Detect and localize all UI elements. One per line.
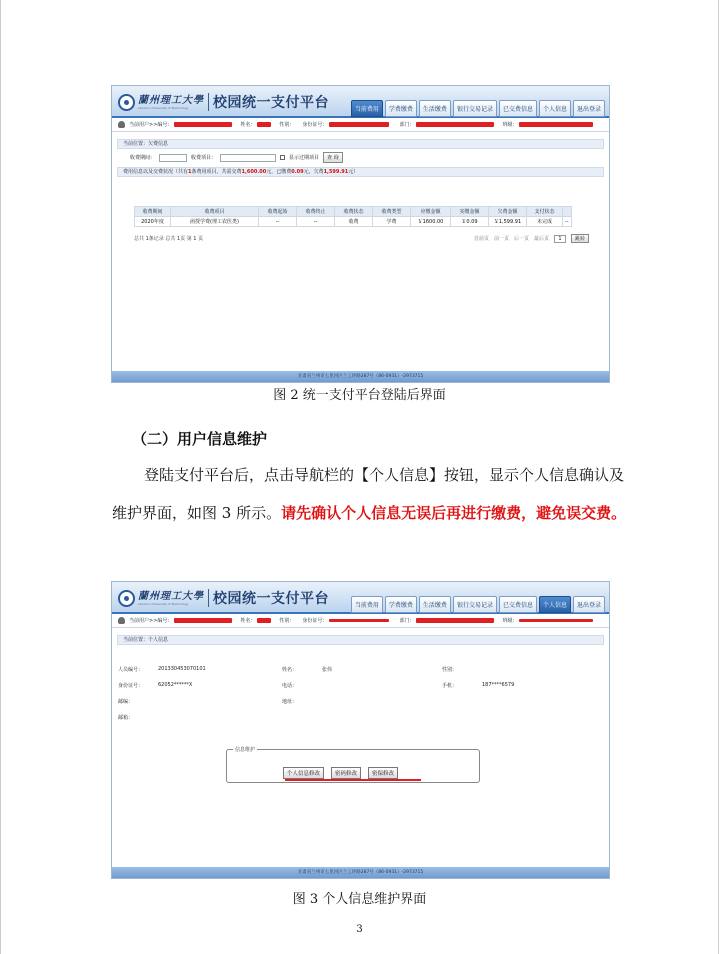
table-header-row: [135, 207, 572, 217]
location-bar: 当前位置：个人信息: [117, 635, 604, 645]
paragraph-warning: 请先确认个人信息无误后再进行缴费，避免误交费。: [281, 504, 627, 522]
info-maintenance-group: [226, 749, 480, 783]
pager-info: 总共 1条记录 总共 1页 第 1 页: [134, 236, 204, 242]
gender-label: 性别：: [442, 667, 458, 673]
table-cell: 未完成: [527, 217, 563, 227]
phone-label: 电话：: [282, 683, 298, 689]
tab-bank-records[interactable]: 银行交易记录: [453, 596, 497, 613]
item-input[interactable]: [220, 154, 276, 162]
period-label: 收费期间：: [130, 155, 156, 161]
table-cell: --: [259, 217, 297, 227]
first-page-link[interactable]: 首前页: [473, 236, 489, 242]
table-row: [135, 217, 572, 227]
pager-links: [474, 234, 589, 243]
edit-profile-button[interactable]: 个人信息修改: [283, 767, 324, 779]
id-label: 身份证号：: [118, 683, 144, 689]
table-cell: ￥1600.00: [411, 217, 451, 227]
summary-count: 1: [188, 169, 192, 175]
address-label: 地址：: [282, 699, 298, 705]
tab-paid-info[interactable]: 已交费信息: [499, 596, 537, 613]
tab-personal-info[interactable]: 个人信息: [539, 596, 571, 613]
class-label: 班级：: [502, 122, 518, 128]
summary-text: 条费用项目，共需交费: [191, 169, 242, 175]
logo-text: 蘭州理工大學: [138, 590, 204, 602]
info-row: [118, 682, 598, 698]
name-label: 姓名：: [240, 618, 256, 624]
summary-text: 元）: [348, 169, 359, 175]
university-seal-icon: [118, 94, 135, 111]
info-row: [118, 698, 598, 714]
table-cell: --: [297, 217, 335, 227]
change-password-button[interactable]: 密码修改: [331, 767, 361, 779]
redacted-id: [174, 618, 232, 623]
summary-text: 元，欠费: [303, 169, 324, 175]
redacted-class: [519, 122, 593, 127]
redacted-id: [174, 122, 232, 127]
table-cell: 学费: [373, 217, 411, 227]
dept-label: 部门：: [399, 618, 415, 624]
query-button[interactable]: 查 询: [323, 152, 343, 163]
table-header: 欠费金额: [489, 207, 527, 217]
info-row: [118, 666, 598, 682]
query-row: [112, 149, 609, 163]
dept-label: 部门：: [399, 122, 415, 128]
user-prefix: 当前用户>>编号：: [129, 122, 173, 128]
summary-text: 费用信息以及交费状况（共有: [123, 169, 189, 175]
show-expired-checkbox[interactable]: [280, 155, 285, 160]
redacted-dept: [416, 618, 494, 623]
logo-subtext: Lanzhou University of Technology: [138, 601, 189, 606]
tab-tuition[interactable]: 学费缴费: [385, 100, 417, 117]
logo-subtext: Lanzhou University of Technology: [138, 105, 189, 110]
nav-bar: [351, 596, 605, 613]
last-page-link[interactable]: 最后页: [533, 236, 549, 242]
redacted-idcard: [329, 619, 389, 622]
name-label: 姓名：: [240, 122, 256, 128]
logo: [118, 588, 329, 608]
paragraph-text: 登陆支付平台后，点击导航栏的【个人信息】按钮，显示个人信息确认及维护界面，如图 3 所示。: [112, 466, 625, 522]
table-cell: ￥1,599.91: [489, 217, 527, 227]
table-header: [563, 207, 572, 217]
banner: [112, 582, 609, 614]
university-seal-icon: [118, 590, 135, 607]
user-bar: [112, 614, 609, 628]
redacted-dept: [416, 122, 494, 127]
table-header: 收费项目: [171, 207, 259, 217]
page-input[interactable]: 1: [554, 235, 566, 243]
platform-title: 校园统一支付平台: [213, 591, 329, 607]
staff-no-value: 201330453070101: [158, 666, 206, 672]
table-cell: --: [563, 217, 572, 227]
footer: 甘肃省兰州市七里河区兰工坪路287号（86-0931）-2973715: [112, 371, 609, 382]
postcode-label: 邮编：: [118, 699, 134, 705]
show-expired-label: 显示过期项目: [289, 155, 320, 161]
redacted-class: [519, 619, 593, 622]
redacted-name: [257, 618, 271, 623]
tab-logout[interactable]: 退出登录: [573, 596, 605, 613]
summary-paid: 0.09: [291, 169, 304, 175]
logo: [118, 92, 329, 112]
summary-owed: 1,599.91: [323, 169, 349, 175]
personal-info-panel: [118, 666, 598, 730]
table-cell: 函授学费(理工农医类): [171, 217, 259, 227]
user-icon: [118, 617, 125, 624]
id-label: 身份证号：: [302, 618, 328, 624]
section-heading: （二）用户信息维护: [132, 430, 268, 448]
tab-personal-info[interactable]: 个人信息: [539, 100, 571, 117]
table-header: 收费期间: [135, 207, 171, 217]
maintenance-buttons: [283, 767, 398, 779]
fee-table: [134, 206, 572, 227]
table-cell: 2020年度: [135, 217, 171, 227]
tab-current-fees[interactable]: 当前费用: [351, 596, 383, 613]
tab-bank-records[interactable]: 银行交易记录: [453, 100, 497, 117]
banner: [112, 86, 609, 118]
table-cell: ￥0.09: [451, 217, 489, 227]
nav-bar: [351, 100, 605, 117]
tab-living[interactable]: 生活缴费: [419, 100, 451, 117]
pager: [134, 234, 589, 243]
user-icon: [118, 121, 125, 128]
gender-label: 性别：: [279, 618, 295, 624]
paragraph: [112, 456, 637, 532]
change-security-button[interactable]: 密保修改: [368, 767, 398, 779]
footer: 甘肃省兰州市七里河区兰工坪路287号（86-0931）-2973715: [112, 867, 609, 878]
period-input[interactable]: [159, 154, 187, 162]
redacted-name: [257, 122, 271, 127]
name-label: 姓名：: [282, 667, 298, 673]
fee-summary: [117, 167, 604, 177]
table-header: 收费起始: [259, 207, 297, 217]
table-header: 收费终止: [297, 207, 335, 217]
page-number: 3: [356, 924, 363, 935]
tab-paid-info[interactable]: 已交费信息: [499, 100, 537, 117]
red-underline-annotation: [285, 779, 421, 781]
redacted-idcard: [329, 122, 389, 127]
table-header: 支付状态: [527, 207, 563, 217]
table-cell: 收费: [335, 217, 373, 227]
class-label: 班级：: [502, 618, 518, 624]
figure-caption-3: 图 3 个人信息维护界面: [292, 892, 427, 907]
gender-label: 性别：: [279, 122, 295, 128]
tab-current-fees[interactable]: 当前费用: [351, 100, 383, 117]
figure-caption-2: 图 2 统一支付平台登陆后界面: [273, 388, 446, 403]
jump-button[interactable]: 跳转: [571, 234, 589, 243]
table-header: 收费类型: [373, 207, 411, 217]
summary-text: 元，已缴费: [266, 169, 292, 175]
table-header: 实缴金额: [451, 207, 489, 217]
user-prefix: 当前用户>>编号：: [129, 618, 173, 624]
mobile-value: 187****6579: [482, 682, 515, 688]
logo-text: 蘭州理工大學: [138, 94, 204, 106]
table-header: 应缴金额: [411, 207, 451, 217]
location-bar: 当前位置：欠费信息: [117, 139, 604, 149]
info-row: [118, 714, 598, 730]
email-label: 邮箱：: [118, 715, 134, 721]
fieldset-legend: 信息维护: [235, 747, 256, 753]
screenshot-personal-info: [111, 581, 610, 879]
logo-divider: [208, 93, 209, 111]
id-value: 62052******X: [158, 682, 193, 688]
name-value: 张伟: [322, 667, 333, 673]
tab-living[interactable]: 生活缴费: [419, 596, 451, 613]
mobile-label: 手机：: [442, 683, 458, 689]
tab-logout[interactable]: 退出登录: [573, 100, 605, 117]
staff-no-label: 人员编号：: [118, 667, 144, 673]
next-page-link[interactable]: 后一页: [513, 236, 529, 242]
user-bar: [112, 118, 609, 132]
tab-tuition[interactable]: 学费缴费: [385, 596, 417, 613]
logo-divider: [208, 589, 209, 607]
screenshot-payment-platform: [111, 85, 610, 383]
summary-total: 1,600.00: [241, 169, 267, 175]
platform-title: 校园统一支付平台: [213, 95, 329, 111]
id-label: 身份证号：: [302, 122, 328, 128]
table-header: 收费状态: [335, 207, 373, 217]
item-label: 收费项目：: [191, 155, 217, 161]
prev-page-link[interactable]: 前一页: [493, 236, 509, 242]
